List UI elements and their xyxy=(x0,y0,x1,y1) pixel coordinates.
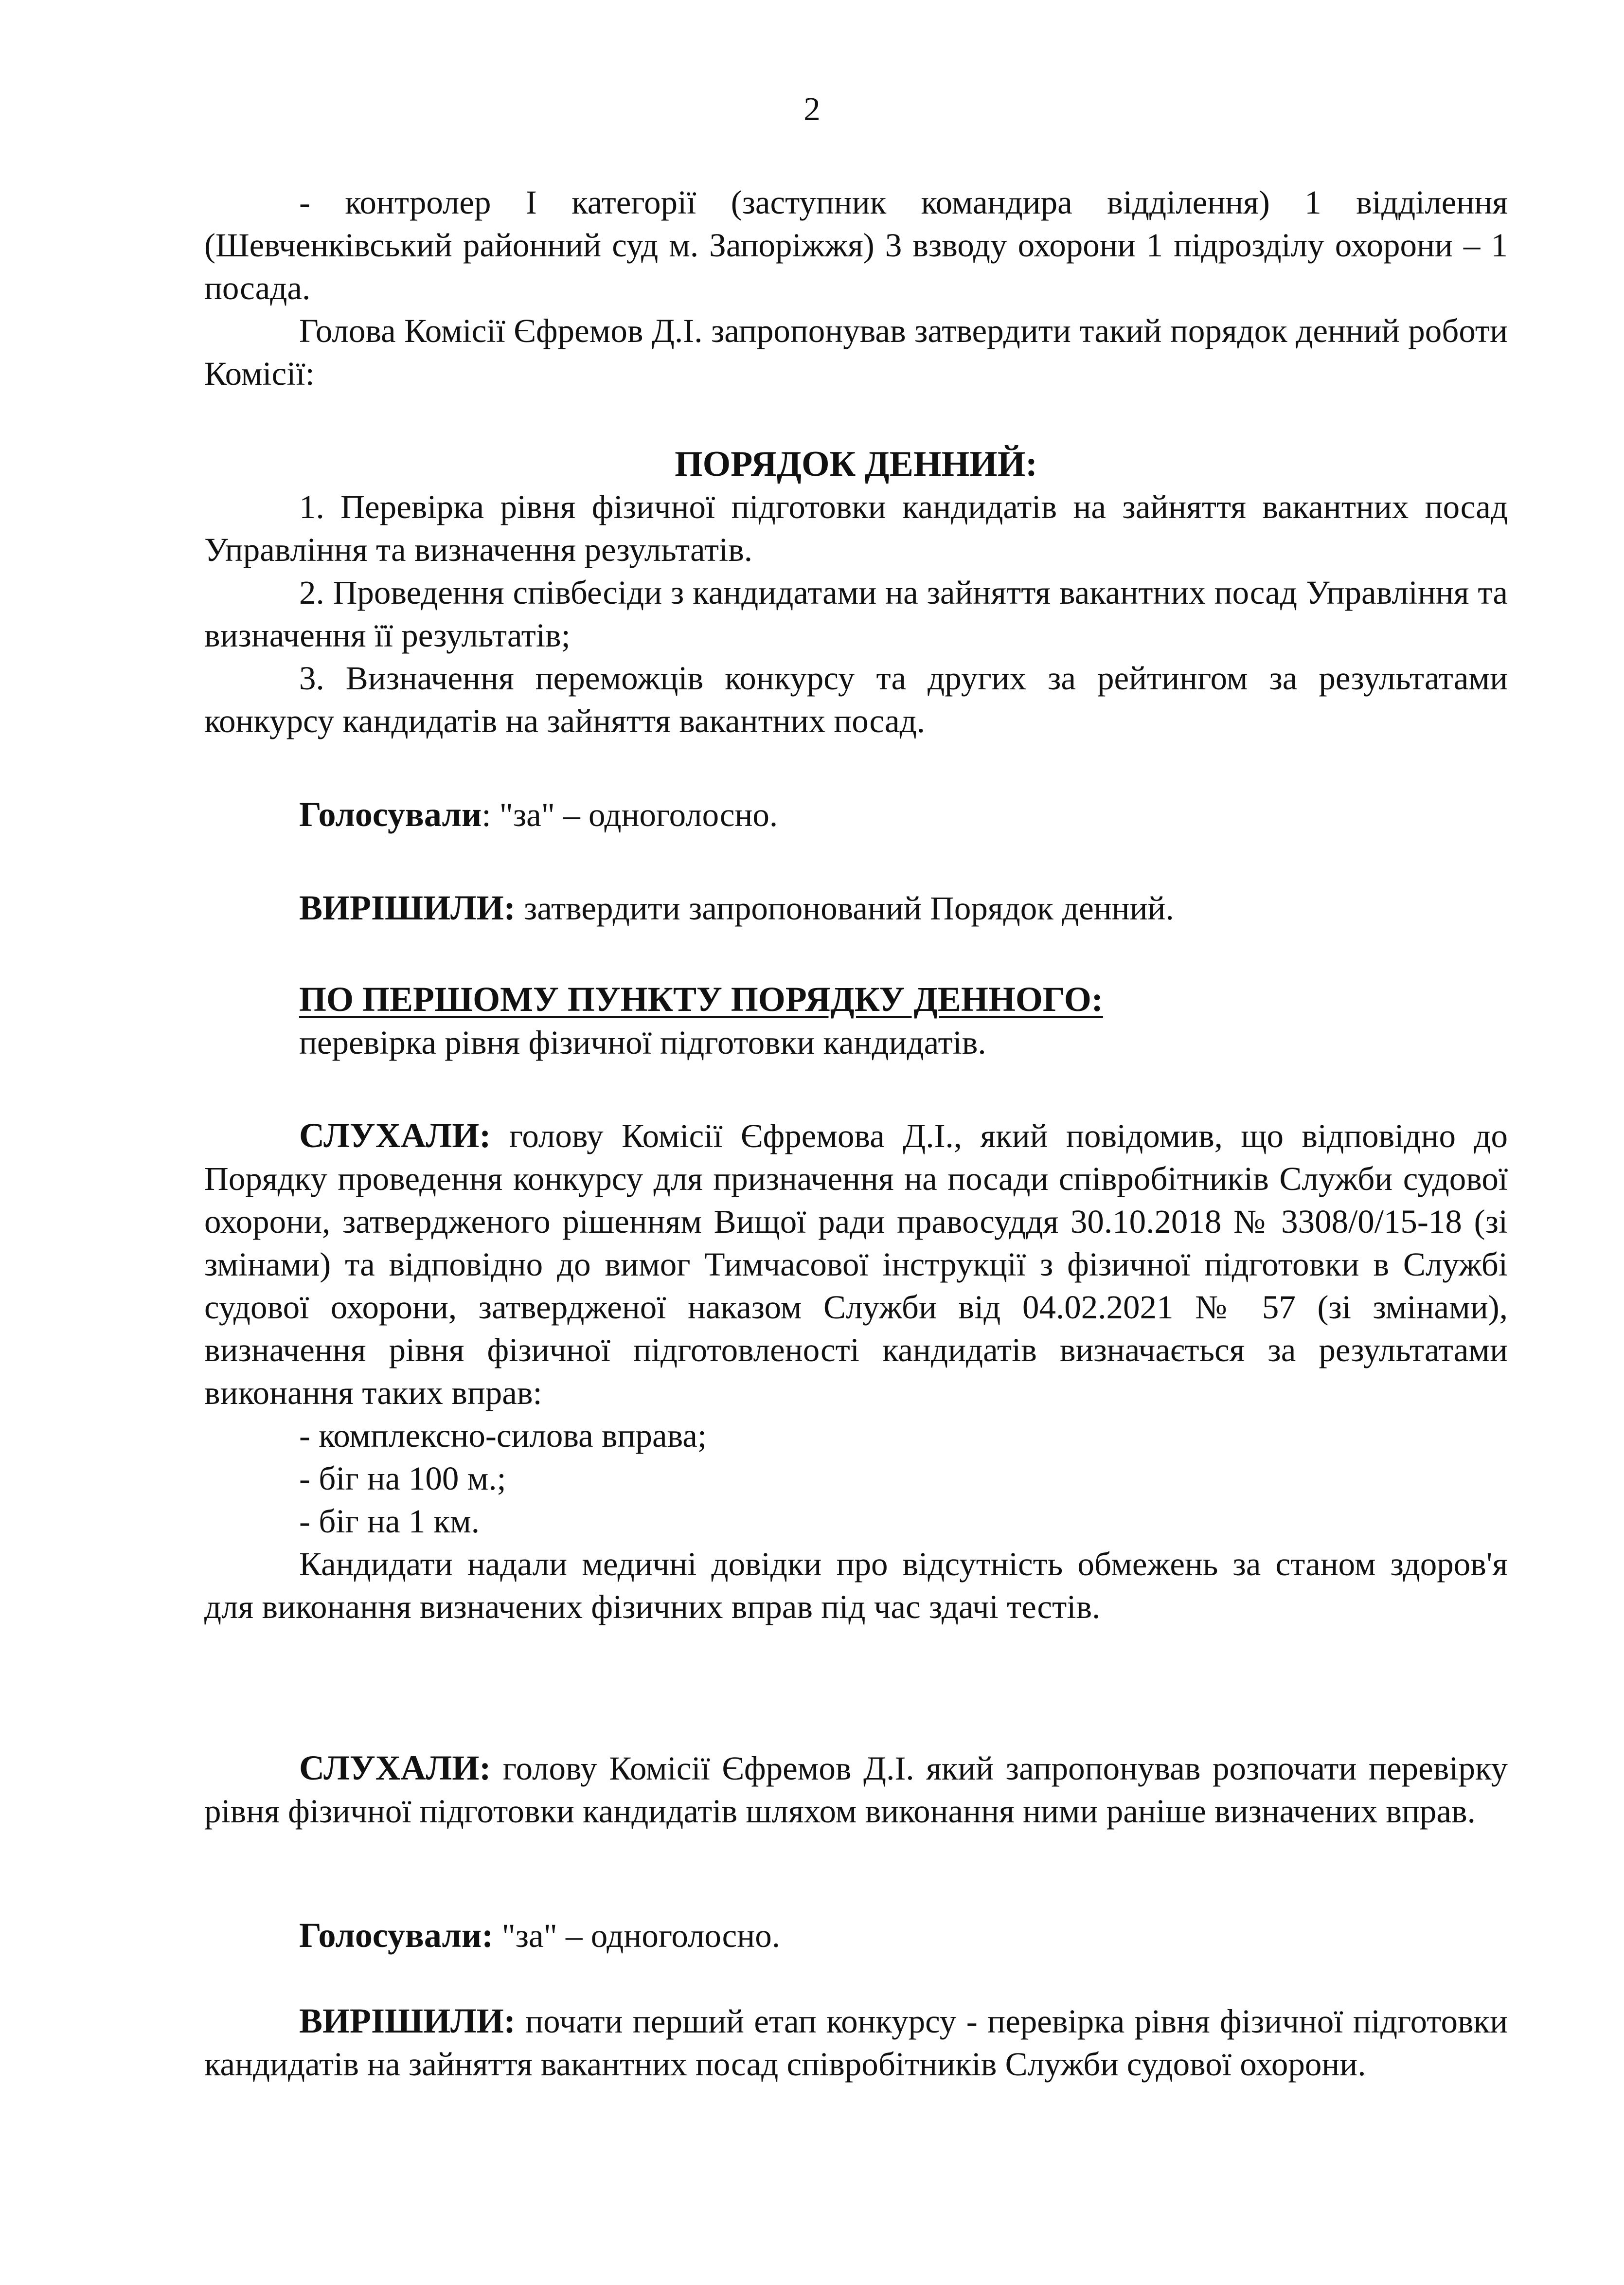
decision-2 xyxy=(204,1999,1508,2086)
vote-1-block xyxy=(204,793,1508,836)
heard-1 xyxy=(204,1114,1508,1414)
exercise-2: - біг на 100 м.; xyxy=(299,1460,506,1497)
medical-statement: Кандидати надали медичні довідки про відсутність обмежень за станом здоров'я для виконання визначених фізичних вправ під час здачі тестів. xyxy=(204,1546,1508,1625)
first-item-title: ПО ПЕРШОМУ ПУНКТУ ПОРЯДКУ ДЕННОГО: xyxy=(299,980,1103,1019)
agenda-item-3: 3. Визначення переможців конкурсу та других за рейтингом за результатами конкурсу кандидатів на зайняття вакантних посад. xyxy=(204,660,1508,739)
decision-2-text: почати перший етап конкурсу - перевірка рівня фізичної підготовки кандидатів на зайняття вакантних посад співробітників Служби судової охорони. xyxy=(204,2003,1508,2083)
vote-2-block xyxy=(204,1914,1508,1957)
position-line: - контролер І категорії (заступник командира відділення) 1 відділення (Шевченківський районний суд м. Запоріжжя) 3 взводу охорони 1 підрозділу охорони – 1 посада. xyxy=(204,184,1508,306)
chair-proposal: Голова Комісії Єфремов Д.І. запропонував затвердити такий порядок денний роботи Комісії: xyxy=(204,312,1508,392)
agenda-title: ПОРЯДОК ДЕННИЙ: xyxy=(675,444,1037,484)
vote-1 xyxy=(204,793,1508,836)
heard-1-text: голову Комісії Єфремова Д.І., який повідомив, що відповідно до Порядку проведення конкурсу для призначення на посади співробітників Служби судової охорони, затвердженого рішенням Вищої ради правосуддя 30.10.2018 № 3308/0/15-18 (зі змінами) та відповідно до вимог Тимчасової інструкції з фізичної підготовки в Службі судової охорони, затвердженої наказом Служби від 04.02.2021 № 57 (зі змінами), визначення рівня фізичної підготовленості кандидатів визначається за результатами виконання таких вправ: xyxy=(204,1117,1508,1411)
agenda-item-2: 2. Проведення співбесіди з кандидатами на зайняття вакантних посад Управління та визначення її результатів; xyxy=(204,574,1508,654)
position-line-block xyxy=(204,181,1508,309)
heard-1-label: СЛУХАЛИ: xyxy=(299,1116,491,1155)
vote-2 xyxy=(204,1914,1508,1957)
decision-1-text: затвердити запропонований Порядок денний. xyxy=(515,890,1174,927)
page-number: 2 xyxy=(803,90,821,127)
decision-2-label: ВИРІШИЛИ: xyxy=(299,2001,516,2040)
vote-2-label: Голосували: xyxy=(299,1916,494,1955)
agenda-section xyxy=(204,443,1508,742)
agenda-item-1: 1. Перевірка рівня фізичної підготовки кандидатів на зайняття вакантних посад Управління та визначення результатів. xyxy=(204,488,1508,568)
vote-1-label: Голосували xyxy=(299,795,482,834)
first-item-subtitle: перевірка рівня фізичної підготовки кандидатів. xyxy=(299,1024,986,1061)
heard-2-text: голову Комісії Єфремов Д.І. який запропонував розпочати перевірку рівня фізичної підготовки кандидатів шляхом виконання ними раніше визначених вправ. xyxy=(204,1750,1508,1830)
heard-2-label: СЛУХАЛИ: xyxy=(299,1748,491,1787)
vote-2-text: "за" – одноголосно. xyxy=(493,1917,780,1954)
vote-1-text: : "за" – одноголосно. xyxy=(482,796,778,833)
decision-2-block xyxy=(204,1999,1508,2086)
decision-1-block xyxy=(204,886,1508,930)
heard-1-block xyxy=(204,1114,1508,1628)
heard-2 xyxy=(204,1746,1508,1833)
first-item-block xyxy=(204,978,1508,1064)
exercise-1: - комплексно-силова вправа; xyxy=(299,1417,707,1454)
exercise-3: - біг на 1 км. xyxy=(299,1503,480,1540)
decision-1 xyxy=(204,886,1508,930)
heard-2-block xyxy=(204,1746,1508,1833)
chair-proposal-block xyxy=(204,309,1508,395)
first-item-title-line xyxy=(204,978,1508,1021)
decision-1-label: ВИРІШИЛИ: xyxy=(299,888,516,927)
